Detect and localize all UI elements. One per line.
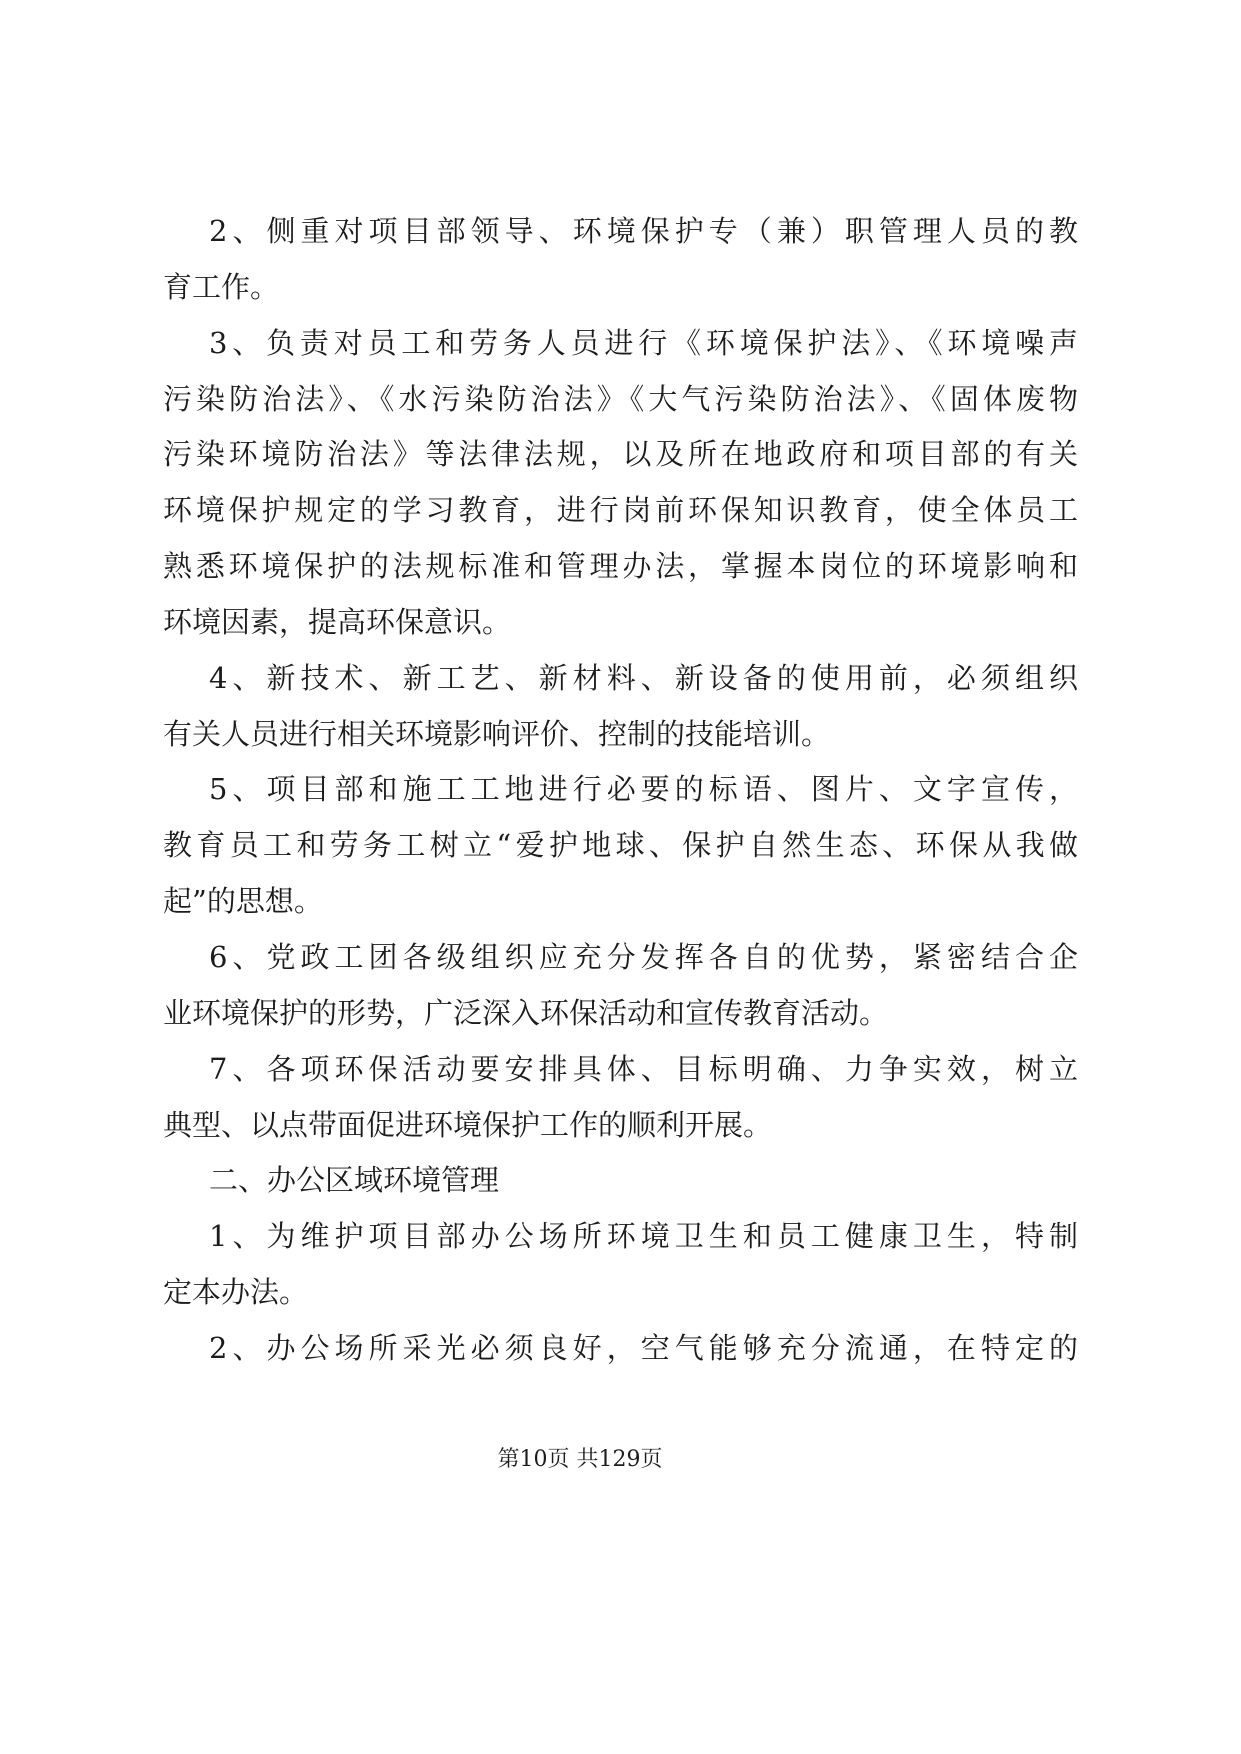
paragraph-line: 3、负责对员工和劳务人员进行《环境保护法》、《环境噪声	[209, 325, 1078, 360]
paragraph-line: 2、侧重对项目部领导、环境保护专（兼）职管理人员的教	[209, 214, 1078, 248]
paragraph-line: 育工作。	[163, 269, 280, 304]
paragraph-line: 教育员工和劳务工树立“爱护地球、保护自然生态、环保从我做	[163, 828, 1078, 863]
paragraph-office-item-2	[163, 1321, 1078, 1377]
paragraph-line: 环境因素，提高环保意识。	[163, 604, 512, 639]
paragraph-item-6	[163, 930, 1078, 1042]
paragraph-item-3	[163, 316, 1078, 651]
paragraph-line: 2、办公场所采光必须良好，空气能够充分流通，在特定的	[209, 1330, 1078, 1365]
paragraph-line: 起”的思想。	[163, 884, 323, 919]
section-heading-office-environment	[163, 1153, 1078, 1209]
paragraph-line: 典型、以点带面促进环境保护工作的顺利开展。	[163, 1107, 773, 1142]
paragraph-line: 熟悉环境保护的法规标准和管理办法，掌握本岗位的环境影响和	[163, 549, 1078, 584]
paragraph-line: 业环境保护的形势，广泛深入环保活动和宣传教育活动。	[163, 995, 889, 1030]
paragraph-office-item-1	[163, 1209, 1078, 1321]
paragraph-line: 环境保护规定的学习教育，进行岗前环保知识教育，使全体员工	[163, 493, 1078, 528]
section-heading: 二、办公区域环境管理	[209, 1163, 500, 1198]
paragraph-line: 定本办法。	[163, 1275, 309, 1310]
page-number-footer: 第10页 共129页	[497, 1447, 663, 1472]
paragraph-item-5	[163, 762, 1078, 930]
paragraph-line: 污染环境防治法》等法律法规，以及所在地政府和项目部的有关	[163, 437, 1078, 472]
paragraph-item-4	[163, 651, 1078, 763]
document-body	[163, 204, 1078, 1377]
paragraph-line: 5、项目部和施工工地进行必要的标语、图片、文字宣传，	[209, 772, 1078, 807]
paragraph-item-2	[163, 204, 1078, 316]
paragraph-line: 4、新技术、新工艺、新材料、新设备的使用前，必须组织	[209, 660, 1078, 695]
paragraph-line: 6、党政工团各级组织应充分发挥各自的优势，紧密结合企	[209, 939, 1078, 974]
paragraph-line: 有关人员进行相关环境影响评价、控制的技能培训。	[163, 716, 831, 751]
paragraph-line: 7、各项环保活动要安排具体、目标明确、力争实效，树立	[209, 1051, 1078, 1086]
paragraph-line: 污染防治法》、《水污染防治法》《大气污染防治法》、《固体废物	[163, 381, 1078, 416]
paragraph-item-7	[163, 1042, 1078, 1154]
paragraph-line: 1、为维护项目部办公场所环境卫生和员工健康卫生，特制	[209, 1219, 1078, 1254]
